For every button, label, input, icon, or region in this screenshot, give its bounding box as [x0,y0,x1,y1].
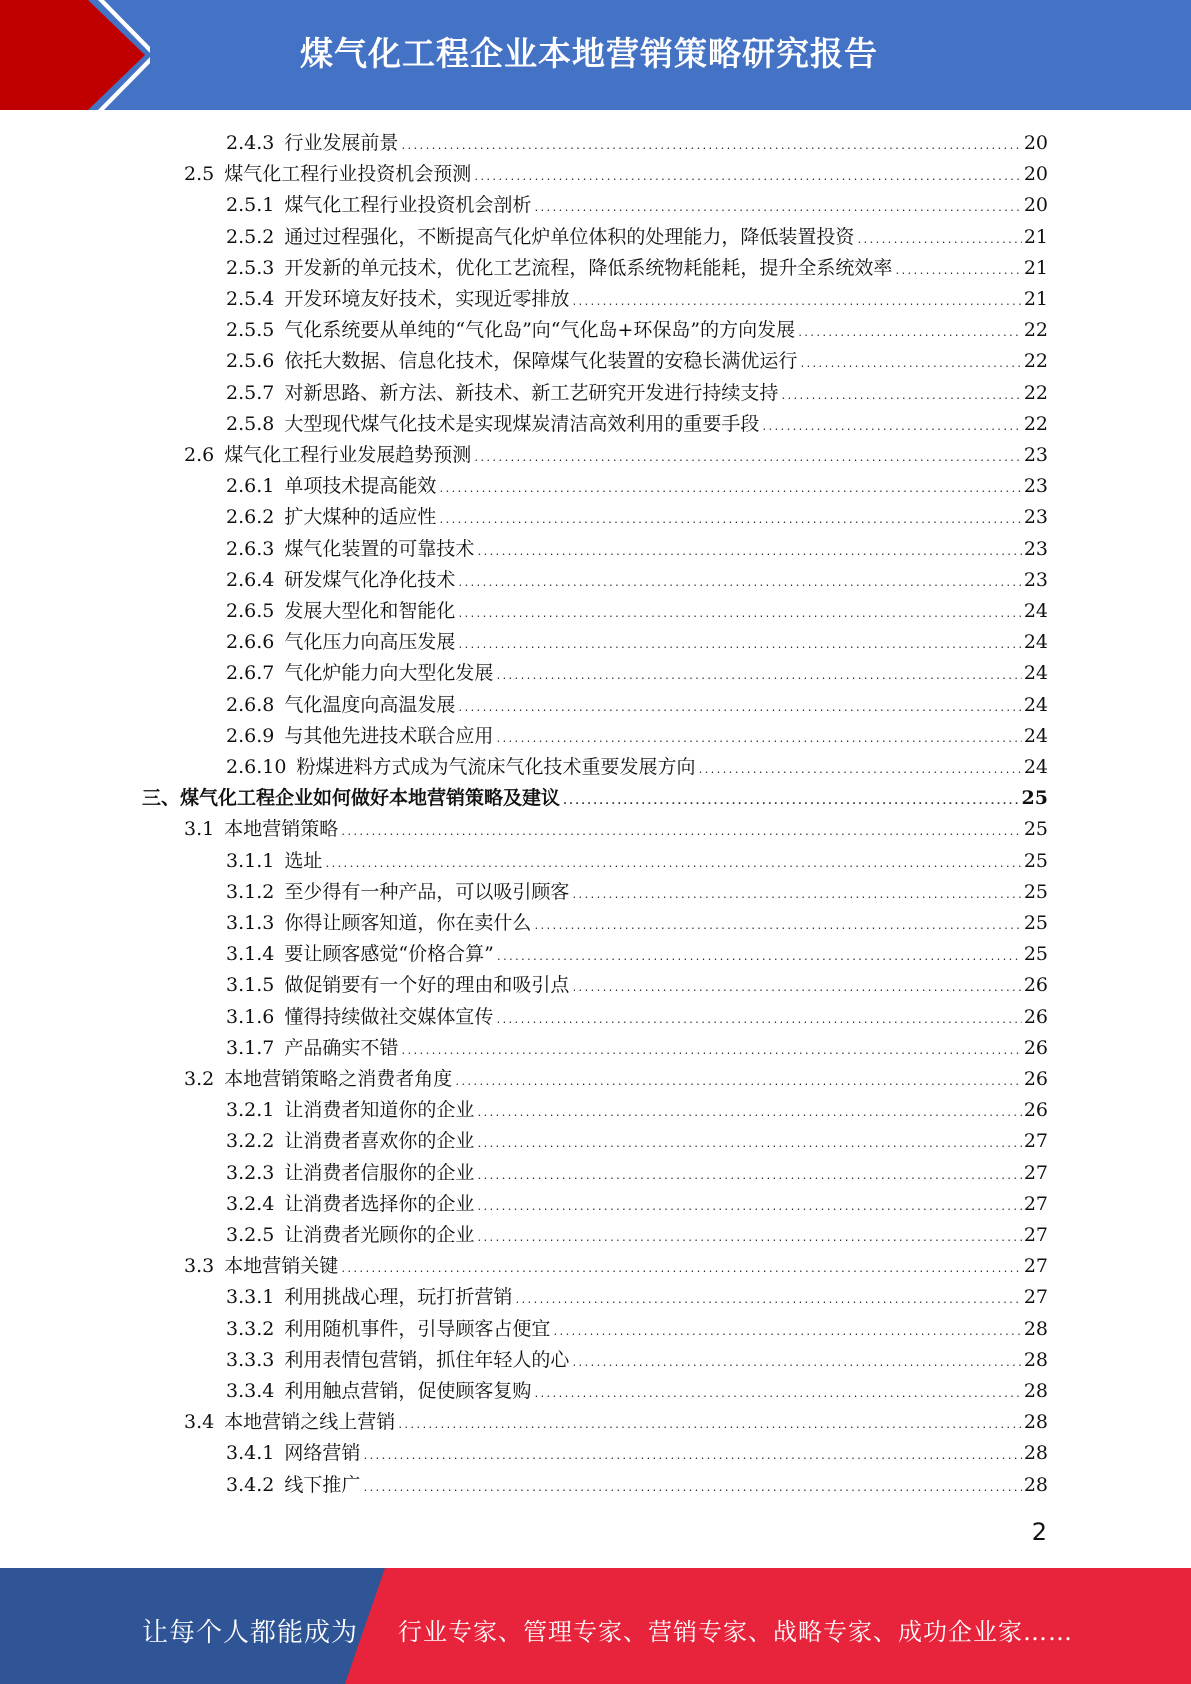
toc-entry-title: 大型现代煤气化技术是实现煤炭清洁高效利用的重要手段 [284,412,760,435]
toc-dot-leader [799,349,1021,380]
toc-dot-leader [476,1161,1021,1192]
toc-entry-number: 2.5.7 [226,381,275,404]
toc-entry-number: 3.1.3 [226,912,275,934]
toc-dot-leader [856,225,1021,256]
toc-dot-leader [761,412,1021,443]
toc-entry[interactable] [226,534,1048,565]
toc-entry-number: 3.4.2 [226,1473,275,1496]
toc-entry-page: 22 [1023,381,1048,404]
toc-entry[interactable] [184,1064,1048,1095]
toc-entry-page: 23 [1023,475,1048,498]
toc-entry-title: 粉煤进料方式成为气流床气化技术重要发展方向 [296,756,696,778]
toc-dot-leader [571,880,1021,911]
toc-entry-number: 2.4.3 [226,132,275,154]
toc-entry[interactable] [226,128,1048,159]
toc-dot-leader [457,693,1021,724]
toc-entry[interactable] [184,440,1048,471]
toc-entry-title: 本地营销策略之消费者角度 [224,1068,453,1090]
toc-entry-title: 线下推广 [284,1473,361,1496]
toc-entry-title: 利用表情包营销，抓住年轻人的心 [284,1348,570,1371]
toc-entry-page: 25 [1023,849,1048,872]
toc-entry[interactable] [184,1251,1048,1282]
toc-entry-title: 开发新的单元技术，优化工艺流程，降低系统物耗能耗，提升全系统效率 [284,256,893,279]
toc-entry-number: 2.6.1 [226,475,275,498]
toc-entry-title: 气化压力向高压发展 [284,631,456,654]
toc-entry-page: 22 [1023,319,1048,342]
toc-entry[interactable] [226,1220,1048,1251]
toc-entry-number: 2.5 [184,163,215,186]
toc-dot-leader [473,162,1022,193]
toc-entry-number: 3.3.1 [226,1286,275,1309]
toc-entry-title: 让消费者信服你的企业 [284,1161,475,1184]
toc-entry-title: 本地营销关键 [224,1255,339,1278]
toc-entry-number: 3.1.6 [226,1005,275,1028]
toc-entry-page: 24 [1023,631,1048,654]
toc-entry[interactable] [226,1314,1048,1345]
toc-entry-page: 24 [1023,693,1048,716]
toc-entry-page: 27 [1023,1130,1048,1153]
toc-entry[interactable] [142,783,1048,814]
toc-entry-number: 3.2.4 [226,1192,275,1215]
toc-dot-leader [400,1036,1021,1067]
toc-dot-leader [438,505,1021,536]
toc-entry-title: 利用随机事件，引导顾客占便宜 [284,1317,551,1340]
toc-entry-page: 21 [1023,225,1048,248]
toc-entry-number: 3.2.3 [226,1161,275,1184]
toc-entry-title: 让消费者选择你的企业 [284,1192,475,1215]
toc-entry-page: 26 [1023,974,1048,997]
toc-dot-leader [324,849,1021,880]
toc-dot-leader [533,1379,1021,1410]
toc-entry-number: 2.5.1 [226,194,275,217]
toc-dot-leader [362,1441,1021,1472]
toc-entry-number: 3.1 [184,818,215,841]
toc-dot-leader [780,381,1021,412]
toc-entry-number: 3.3.2 [226,1317,275,1340]
toc-entry[interactable] [226,721,1048,752]
toc-dot-leader [571,1348,1021,1379]
toc-dot-leader [496,942,1022,973]
toc-entry[interactable] [226,908,1048,939]
header-arrow-decoration [0,0,150,110]
toc-entry-number: 3.1.2 [226,880,275,903]
toc-entry-title: 行业发展前景 [284,132,399,154]
toc-entry-title: 利用触点营销，促使顾客复购 [284,1380,532,1402]
toc-entry-number: 三、 [142,787,181,810]
toc-entry[interactable] [226,1282,1048,1313]
toc-entry-page: 25 [1023,880,1048,903]
toc-entry[interactable] [184,1407,1048,1438]
toc-entry[interactable] [226,565,1048,596]
toc-entry-number: 3.1.5 [226,974,275,997]
toc-entry-page: 23 [1023,568,1048,591]
toc-dot-leader [457,599,1021,630]
toc-entry-title: 让消费者喜欢你的企业 [284,1130,475,1153]
toc-dot-leader [476,1098,1021,1129]
toc-entry-number: 2.6.4 [226,568,275,591]
toc-dot-leader [571,973,1021,1004]
toc-entry[interactable] [226,502,1048,533]
footer-slogan-left: 让每个人都能成为 [142,1618,359,1648]
toc-entry-number: 3.3.3 [226,1348,275,1371]
toc-entry[interactable] [226,1470,1048,1501]
toc-entry-page: 21 [1023,256,1048,279]
toc-entry-page: 23 [1023,444,1048,466]
page-number: 2 [1031,1518,1047,1546]
toc-entry[interactable] [226,409,1048,440]
toc-entry-number: 2.6.7 [226,662,275,685]
toc-entry-page: 22 [1023,412,1048,435]
toc-entry-title: 气化系统要从单纯的“气化岛”向“气化岛+环保岛”的方向发展 [284,319,796,342]
toc-entry-title: 扩大煤种的适应性 [284,506,437,529]
toc-entry-page: 26 [1023,1068,1048,1090]
toc-dot-leader [476,537,1021,568]
toc-entry-number: 3.2.2 [226,1130,275,1153]
toc-entry-number: 3.4 [184,1411,215,1434]
toc-dot-leader [697,755,1021,786]
toc-entry-title: 你得让顾客知道，你在卖什么 [284,912,532,934]
toc-dot-leader [476,1192,1021,1223]
toc-entry-page: 27 [1023,1224,1048,1246]
toc-entry-page: 25 [1021,787,1048,810]
toc-entry-number: 3.1.7 [226,1036,275,1059]
toc-entry[interactable] [226,596,1048,627]
toc-entry-title: 做促销要有一个好的理由和吸引点 [284,974,570,997]
toc-entry-page: 24 [1023,662,1048,685]
toc-entry[interactable] [226,752,1048,783]
toc-entry[interactable] [226,1376,1048,1407]
toc-dot-leader [454,1067,1022,1098]
toc-entry[interactable] [226,253,1048,284]
toc-entry-title: 懂得持续做社交媒体宣传 [284,1005,494,1028]
toc-dot-leader [438,474,1021,505]
toc-entry[interactable] [226,690,1048,721]
toc-entry-page: 25 [1023,943,1048,966]
toc-entry[interactable] [226,1158,1048,1189]
toc-entry-number: 2.6.3 [226,537,275,560]
toc-entry-page: 24 [1023,724,1048,747]
toc-dot-leader [514,1285,1021,1316]
toc-entry-page: 20 [1023,132,1048,154]
toc-entry[interactable] [184,159,1048,190]
toc-entry[interactable] [226,378,1048,409]
toc-entry[interactable] [226,346,1048,377]
toc-entry[interactable] [226,939,1048,970]
toc-entry-title: 至少得有一种产品，可以吸引顾客 [284,880,570,903]
toc-entry-title: 单项技术提高能效 [284,475,437,498]
toc-entry-number: 3.3 [184,1255,215,1278]
toc-entry-page: 28 [1023,1442,1048,1465]
toc-dot-leader [533,911,1021,942]
toc-entry-page: 26 [1023,1005,1048,1028]
document-title: 煤气化工程企业本地营销策略研究报告 [300,34,878,73]
toc-entry-title: 煤气化工程行业投资机会剖析 [284,194,532,217]
toc-dot-leader [552,1317,1021,1348]
toc-entry-number: 3.4.1 [226,1442,275,1465]
toc-entry[interactable] [184,814,1048,845]
toc-entry-title: 开发环境友好技术，实现近零排放 [284,288,570,310]
toc-entry-page: 27 [1023,1192,1048,1215]
toc-entry-title: 煤气化工程行业发展趋势预测 [224,444,472,466]
toc-entry-page: 24 [1023,756,1048,778]
toc-dot-leader [473,443,1022,474]
toc-dot-leader [340,1254,1022,1285]
toc-entry-number: 3.2.5 [226,1224,275,1246]
toc-dot-leader [495,1005,1021,1036]
toc-dot-leader [562,786,1020,817]
header-banner [0,0,1191,110]
toc-entry-title: 本地营销策略 [224,818,339,841]
toc-entry-title: 利用挑战心理，玩打折营销 [284,1286,513,1309]
toc-entry-page: 27 [1023,1161,1048,1184]
toc-entry-page: 28 [1023,1380,1048,1402]
toc-entry[interactable] [226,627,1048,658]
toc-entry-title: 本地营销之线上营销 [224,1411,396,1434]
toc-entry[interactable] [226,846,1048,877]
toc-entry-number: 2.6.8 [226,693,275,716]
toc-entry-page: 28 [1023,1473,1048,1496]
toc-entry-number: 2.5.5 [226,319,275,342]
toc-dot-leader [571,287,1021,318]
toc-entry-page: 22 [1023,350,1048,373]
toc-entry-title: 要让顾客感觉“价格合算” [284,943,494,966]
footer-banner [0,1568,1191,1684]
toc-dot-leader [457,568,1021,599]
toc-entry-number: 3.1.1 [226,849,275,872]
toc-entry-title: 煤气化工程行业投资机会预测 [224,163,472,186]
toc-entry-page: 25 [1023,912,1048,934]
toc-entry-title: 气化温度向高温发展 [284,693,456,716]
toc-dot-leader [362,1473,1021,1504]
toc-entry-title: 通过过程强化，不断提高气化炉单位体积的处理能力，降低装置投资 [284,225,855,248]
toc-entry-page: 28 [1023,1348,1048,1371]
toc-entry-page: 26 [1023,1036,1048,1059]
toc-entry-number: 2.5.2 [226,225,275,248]
toc-entry-number: 2.5.3 [226,256,275,279]
toc-dot-leader [400,131,1021,162]
toc-entry-page: 23 [1023,537,1048,560]
toc-entry[interactable] [226,284,1048,315]
toc-entry-number: 2.6.6 [226,631,275,654]
toc-entry-title: 气化炉能力向大型化发展 [284,662,494,685]
toc-dot-leader [397,1410,1022,1441]
toc-entry-page: 21 [1023,288,1048,310]
toc-entry-title: 选址 [284,849,323,872]
toc-entry-title: 发展大型化和智能化 [284,600,456,622]
toc-dot-leader [533,193,1021,224]
toc-entry-title: 产品确实不错 [284,1036,399,1059]
toc-entry[interactable] [226,1438,1048,1469]
toc-entry-number: 2.5.8 [226,412,275,435]
toc-dot-leader [340,817,1022,848]
toc-entry-page: 20 [1023,194,1048,217]
footer-slogan-right: 行业专家、管理专家、营销专家、战略专家、成功企业家…… [398,1618,1073,1646]
toc-entry[interactable] [226,190,1048,221]
toc-entry-number: 3.2 [184,1068,215,1090]
toc-entry[interactable] [226,1033,1048,1064]
toc-dot-leader [894,256,1021,287]
toc-entry-page: 20 [1023,163,1048,186]
toc-entry-page: 27 [1023,1286,1048,1309]
toc-entry-page: 26 [1023,1099,1048,1122]
toc-entry-title: 让消费者知道你的企业 [284,1099,475,1122]
toc-entry[interactable] [226,1126,1048,1157]
toc-entry[interactable] [226,1095,1048,1126]
toc-entry[interactable] [226,315,1048,346]
toc-entry[interactable] [226,877,1048,908]
toc-entry-page: 27 [1023,1255,1048,1278]
toc-entry-number: 2.5.4 [226,288,275,310]
toc-entry[interactable] [226,970,1048,1001]
toc-entry-title: 研发煤气化净化技术 [284,568,456,591]
toc-entry-number: 2.5.6 [226,350,275,373]
toc-entry-page: 28 [1023,1411,1048,1434]
toc-entry-number: 3.2.1 [226,1099,275,1122]
toc-entry-number: 2.6 [184,444,215,466]
toc-entry[interactable] [226,222,1048,253]
toc-entry[interactable] [226,1189,1048,1220]
toc-entry-page: 24 [1023,600,1048,622]
toc-entry-title: 煤气化工程企业如何做好本地营销策略及建议 [180,787,561,810]
toc-entry[interactable] [226,1345,1048,1376]
toc-dot-leader [495,661,1021,692]
toc-entry-title: 煤气化装置的可靠技术 [284,537,475,560]
toc-entry-page: 23 [1023,506,1048,529]
toc-entry-number: 2.6.9 [226,724,275,747]
toc-entry-title: 依托大数据、信息化技术，保障煤气化装置的安稳长满优运行 [284,350,798,373]
toc-entry-title: 对新思路、新方法、新技术、新工艺研究开发进行持续支持 [284,381,779,404]
toc-entry-page: 25 [1023,818,1048,841]
toc-dot-leader [797,318,1022,349]
toc-entry-title: 让消费者光顾你的企业 [284,1224,475,1246]
toc-entry-number: 2.6.5 [226,600,275,622]
toc-entry-title: 与其他先进技术联合应用 [284,724,494,747]
toc-entry[interactable] [226,658,1048,689]
toc-entry-title: 网络营销 [284,1442,361,1465]
toc-dot-leader [476,1223,1021,1254]
toc-entry-page: 28 [1023,1317,1048,1340]
toc-dot-leader [457,630,1021,661]
toc-entry[interactable] [226,471,1048,502]
toc-entry-number: 3.1.4 [226,943,275,966]
toc-dot-leader [476,1129,1021,1160]
toc-entry-number: 2.6.10 [226,756,287,778]
toc-entry-number: 3.3.4 [226,1380,275,1402]
toc-dot-leader [495,724,1021,755]
toc-entry-number: 2.6.2 [226,506,275,529]
toc-entry[interactable] [226,1002,1048,1033]
